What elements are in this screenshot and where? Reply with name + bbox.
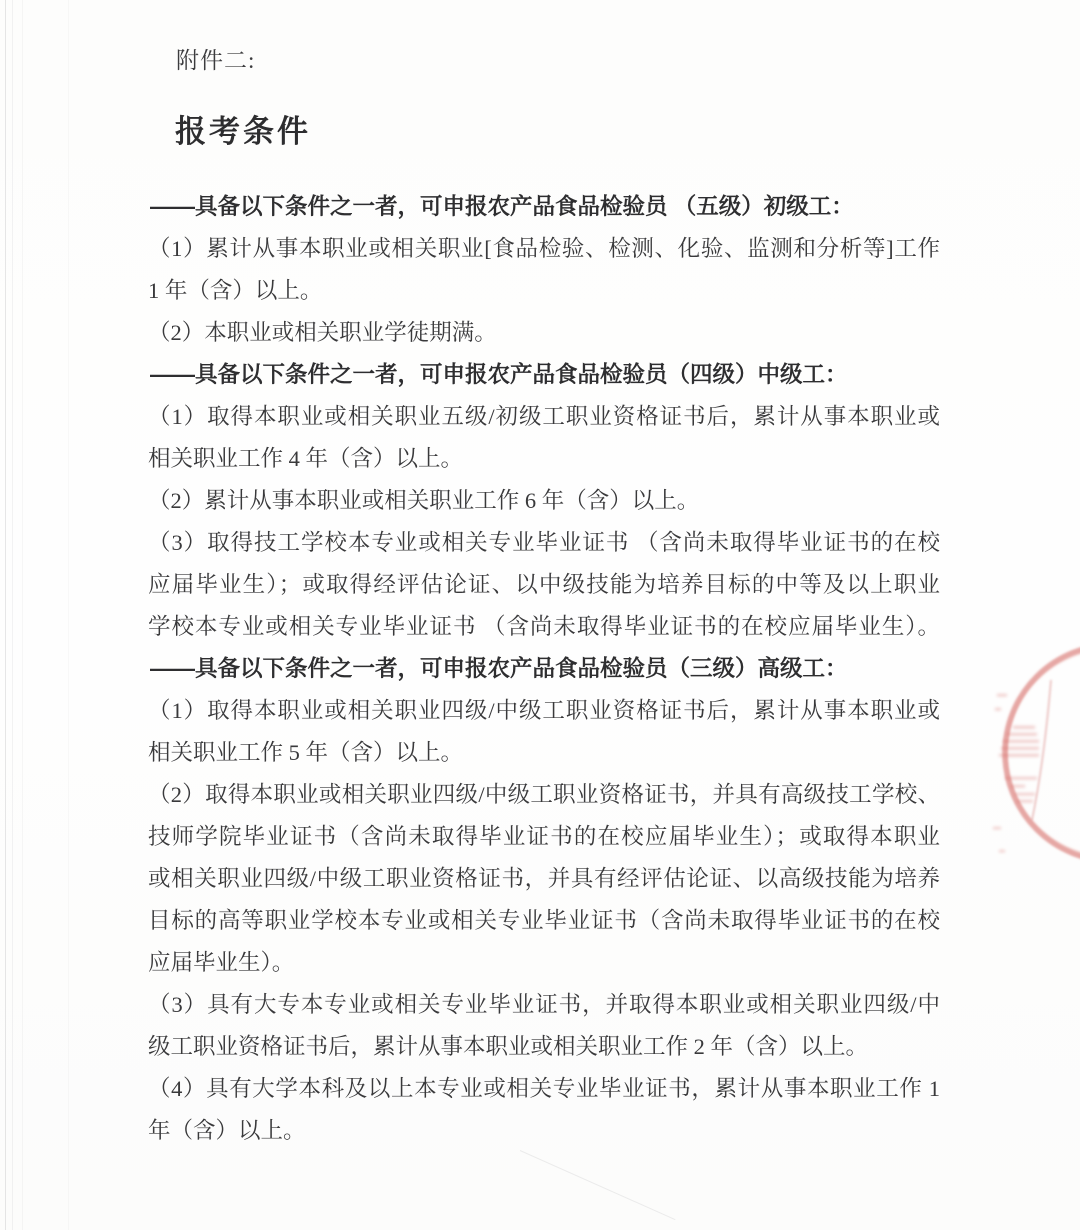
- partial-red-seal-stamp: [985, 622, 1080, 872]
- section-heading-line: ——具备以下条件之一者，可申报农产品食品检验员（四级）中级工：: [150, 362, 848, 387]
- text-line: 级工职业资格证书后，累计从事本职业或相关职业工作 2 年（含）以上。: [148, 1034, 869, 1059]
- scan-edge-artifact: [5, 0, 6, 1230]
- text-line: 相关职业工作 4 年（含）以上。: [148, 446, 464, 471]
- text-line: （2）累计从事本职业或相关职业工作 6 年（含）以上。: [148, 488, 700, 513]
- text-line: 1 年（含）以上。: [148, 278, 323, 303]
- text-line: （4）具有大学本科及以上本专业或相关专业毕业证书，累计从事本职业工作 1: [148, 1076, 940, 1101]
- text-line: （2）本职业或相关职业学徒期满。: [148, 320, 497, 345]
- text-line: （1）取得本职业或相关职业四级/中级工职业资格证书后，累计从事本职业或: [148, 698, 940, 723]
- paper-crease-artifact: [520, 1150, 676, 1220]
- text-line: 学校本专业或相关专业毕业证书 （含尚未取得毕业证书的在校应届毕业生）。: [148, 614, 940, 639]
- text-line: （1）累计从事本职业或相关职业[食品检验、检测、化验、监测和分析等]工作: [148, 236, 940, 261]
- text-line: 应届毕业生）；或取得经评估论证、以中级技能为培养目标的中等及以上职业: [148, 572, 940, 597]
- text-line: （2）取得本职业或相关职业四级/中级工职业资格证书，并具有高级技工学校、: [148, 782, 940, 807]
- text-line: 技师学院毕业证书（含尚未取得毕业证书的在校应届毕业生）；或取得本职业: [148, 824, 940, 849]
- text-line: 相关职业工作 5 年（含）以上。: [148, 740, 464, 765]
- document-body: [148, 186, 940, 1152]
- scan-edge-artifact: [12, 0, 13, 1230]
- text-line: （1）取得本职业或相关职业五级/初级工职业资格证书后，累计从事本职业或: [148, 404, 940, 429]
- text-line: 应届毕业生）。: [148, 950, 295, 975]
- scan-edge-artifact: [68, 0, 69, 1230]
- text-line: 或相关职业四级/中级工职业资格证书，并具有经评估论证、以高级技能为培养: [148, 866, 940, 891]
- section-heading-line: ——具备以下条件之一者，可申报农产品食品检验员（三级）高级工：: [150, 656, 848, 681]
- text-line: （3）取得技工学校本专业或相关专业毕业证书 （含尚未取得毕业证书的在校: [148, 530, 940, 555]
- text-line: （3）具有大专本专业或相关专业毕业证书，并取得本职业或相关职业四级/中: [148, 992, 940, 1017]
- attachment-label: 附件二:: [176, 48, 256, 73]
- text-line: 目标的高等职业学校本专业或相关专业毕业证书（含尚未取得毕业证书的在校: [148, 908, 940, 933]
- page-title: 报考条件: [175, 114, 311, 149]
- text-line: 年（含）以上。: [148, 1118, 306, 1143]
- section-heading-line: ——具备以下条件之一者，可申报农产品食品检验员 （五级）初级工：: [150, 194, 854, 219]
- scan-edge-artifact: [22, 0, 23, 1230]
